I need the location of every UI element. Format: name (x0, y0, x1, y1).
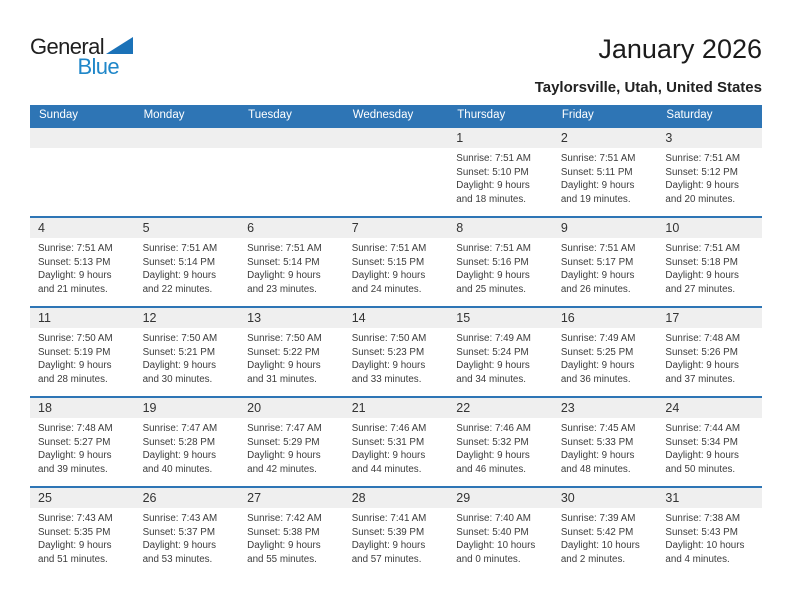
day-details (30, 328, 135, 386)
sunset-text: Sunset: 5:38 PM (247, 526, 320, 538)
day-details (239, 328, 344, 386)
day-details (135, 148, 240, 152)
daylight-text: Daylight: 9 hours and 18 minutes. (456, 180, 530, 205)
day-cell-6 (239, 218, 344, 306)
sunset-text: Sunset: 5:13 PM (38, 256, 111, 268)
sunset-text: Sunset: 5:24 PM (456, 346, 529, 358)
day-cell-24 (657, 398, 762, 486)
day-number: 12 (135, 308, 240, 328)
sunset-text: Sunset: 5:26 PM (665, 346, 738, 358)
weekday-header-monday: Monday (143, 109, 185, 121)
daylight-text: Daylight: 9 hours and 57 minutes. (351, 540, 426, 565)
day-details (553, 238, 658, 296)
sunrise-text: Sunrise: 7:47 AM (247, 423, 322, 434)
day-number: 14 (344, 308, 449, 328)
sunrise-text: Sunrise: 7:44 AM (665, 423, 741, 434)
day-number: 13 (239, 308, 344, 328)
day-cell-2 (553, 128, 658, 216)
sunrise-text: Sunrise: 7:51 AM (665, 153, 741, 164)
day-details (553, 508, 658, 566)
sunset-text: Sunset: 5:25 PM (560, 346, 634, 358)
day-number: 6 (239, 218, 344, 238)
daylight-text: Daylight: 9 hours and 22 minutes. (142, 270, 217, 295)
day-details (344, 328, 449, 386)
sunset-text: Sunset: 5:14 PM (247, 256, 320, 268)
daylight-text: Daylight: 10 hours and 4 minutes. (665, 540, 745, 565)
daylight-text: Daylight: 9 hours and 33 minutes. (351, 360, 426, 385)
day-cell-empty (344, 128, 449, 216)
daylight-text: Daylight: 9 hours and 23 minutes. (247, 270, 321, 295)
day-cell-29 (448, 488, 553, 576)
day-number (30, 128, 135, 148)
day-cell-10 (657, 218, 762, 306)
daylight-text: Daylight: 9 hours and 44 minutes. (351, 450, 426, 475)
sunset-text: Sunset: 5:40 PM (456, 526, 529, 538)
day-details (448, 238, 553, 296)
day-details (657, 148, 762, 206)
day-cell-25 (30, 488, 135, 576)
day-details (135, 328, 240, 386)
day-number: 27 (239, 488, 344, 508)
day-cell-empty (30, 128, 135, 216)
day-details (135, 508, 240, 566)
page-title: January 2026 (598, 34, 762, 64)
week-row (30, 306, 762, 396)
daylight-text: Daylight: 10 hours and 2 minutes. (560, 540, 640, 565)
sunrise-text: Sunrise: 7:38 AM (665, 513, 741, 524)
sunrise-text: Sunrise: 7:50 AM (38, 333, 113, 344)
daylight-text: Daylight: 9 hours and 25 minutes. (456, 270, 530, 295)
day-cell-empty (239, 128, 344, 216)
sunset-text: Sunset: 5:18 PM (665, 256, 738, 268)
sunrise-text: Sunrise: 7:50 AM (142, 333, 218, 344)
day-details (657, 508, 762, 566)
sunrise-text: Sunrise: 7:48 AM (38, 423, 113, 434)
day-details (239, 508, 344, 566)
sunset-text: Sunset: 5:39 PM (351, 526, 425, 538)
sunrise-text: Sunrise: 7:42 AM (247, 513, 322, 524)
daylight-text: Daylight: 9 hours and 36 minutes. (560, 360, 635, 385)
day-cell-22 (448, 398, 553, 486)
day-cell-19 (135, 398, 240, 486)
day-cell-21 (344, 398, 449, 486)
day-cell-1 (448, 128, 553, 216)
week-row (30, 396, 762, 486)
day-details (239, 238, 344, 296)
sunset-text: Sunset: 5:37 PM (142, 526, 215, 538)
day-number: 28 (344, 488, 449, 508)
sunrise-text: Sunrise: 7:51 AM (38, 243, 113, 254)
daylight-text: Daylight: 9 hours and 19 minutes. (560, 180, 635, 205)
day-cell-17 (657, 308, 762, 396)
sunrise-text: Sunrise: 7:49 AM (560, 333, 636, 344)
week-row (30, 126, 762, 216)
day-number: 30 (553, 488, 658, 508)
day-number: 1 (448, 128, 553, 148)
day-cell-5 (135, 218, 240, 306)
day-details (657, 418, 762, 476)
sunset-text: Sunset: 5:32 PM (456, 436, 529, 448)
daylight-text: Daylight: 9 hours and 55 minutes. (247, 540, 321, 565)
day-details (553, 418, 658, 476)
day-number: 5 (135, 218, 240, 238)
daylight-text: Daylight: 9 hours and 21 minutes. (38, 270, 112, 295)
day-details (135, 418, 240, 476)
day-details (30, 148, 135, 152)
sunrise-text: Sunrise: 7:51 AM (560, 153, 636, 164)
sunrise-text: Sunrise: 7:48 AM (665, 333, 741, 344)
day-cell-8 (448, 218, 553, 306)
day-cell-26 (135, 488, 240, 576)
day-number (135, 128, 240, 148)
daylight-text: Daylight: 9 hours and 20 minutes. (665, 180, 739, 205)
page-subtitle: Taylorsville, Utah, United States (534, 79, 762, 96)
day-cell-18 (30, 398, 135, 486)
sunset-text: Sunset: 5:19 PM (38, 346, 111, 358)
day-number (239, 128, 344, 148)
sunrise-text: Sunrise: 7:51 AM (560, 243, 636, 254)
day-details (657, 238, 762, 296)
daylight-text: Daylight: 9 hours and 31 minutes. (247, 360, 321, 385)
day-number: 23 (553, 398, 658, 418)
day-cell-7 (344, 218, 449, 306)
day-cell-11 (30, 308, 135, 396)
daylight-text: Daylight: 9 hours and 34 minutes. (456, 360, 530, 385)
sunset-text: Sunset: 5:12 PM (665, 166, 738, 178)
day-number (344, 128, 449, 148)
sunset-text: Sunset: 5:23 PM (351, 346, 425, 358)
daylight-text: Daylight: 9 hours and 28 minutes. (38, 360, 112, 385)
day-number: 4 (30, 218, 135, 238)
daylight-text: Daylight: 9 hours and 48 minutes. (560, 450, 635, 475)
day-cell-14 (344, 308, 449, 396)
day-details (239, 148, 344, 152)
day-details (135, 238, 240, 296)
sunset-text: Sunset: 5:27 PM (38, 436, 111, 448)
day-number: 15 (448, 308, 553, 328)
day-cell-9 (553, 218, 658, 306)
daylight-text: Daylight: 9 hours and 26 minutes. (560, 270, 635, 295)
daylight-text: Daylight: 9 hours and 39 minutes. (38, 450, 112, 475)
daylight-text: Daylight: 9 hours and 40 minutes. (142, 450, 217, 475)
day-cell-3 (657, 128, 762, 216)
day-details (448, 328, 553, 386)
sunrise-text: Sunrise: 7:45 AM (560, 423, 636, 434)
day-cell-empty (135, 128, 240, 216)
daylight-text: Daylight: 9 hours and 46 minutes. (456, 450, 530, 475)
sunset-text: Sunset: 5:16 PM (456, 256, 529, 268)
day-number: 18 (30, 398, 135, 418)
day-details (448, 148, 553, 206)
weekday-header-sunday: Sunday (39, 109, 79, 121)
day-details (30, 508, 135, 566)
general-blue-logo (30, 36, 133, 77)
day-cell-4 (30, 218, 135, 306)
sunset-text: Sunset: 5:33 PM (560, 436, 634, 448)
calendar-grid (30, 126, 762, 576)
sunset-text: Sunset: 5:31 PM (351, 436, 425, 448)
sunrise-text: Sunrise: 7:43 AM (38, 513, 113, 524)
sunrise-text: Sunrise: 7:51 AM (456, 243, 531, 254)
day-number: 21 (344, 398, 449, 418)
day-number: 10 (657, 218, 762, 238)
daylight-text: Daylight: 9 hours and 24 minutes. (351, 270, 426, 295)
daylight-text: Daylight: 9 hours and 37 minutes. (665, 360, 739, 385)
sunrise-text: Sunrise: 7:40 AM (456, 513, 531, 524)
day-number: 26 (135, 488, 240, 508)
sunrise-text: Sunrise: 7:47 AM (142, 423, 218, 434)
weekday-header-tuesday: Tuesday (248, 109, 292, 121)
day-number: 8 (448, 218, 553, 238)
weekday-header-bar (30, 105, 762, 126)
sunrise-text: Sunrise: 7:51 AM (247, 243, 322, 254)
sunset-text: Sunset: 5:28 PM (142, 436, 215, 448)
day-number: 19 (135, 398, 240, 418)
day-cell-30 (553, 488, 658, 576)
logo-text-blue: Blue (77, 54, 120, 79)
day-number: 24 (657, 398, 762, 418)
day-number: 29 (448, 488, 553, 508)
day-details (553, 148, 658, 206)
sunset-text: Sunset: 5:29 PM (247, 436, 320, 448)
sunset-text: Sunset: 5:34 PM (665, 436, 738, 448)
day-number: 9 (553, 218, 658, 238)
day-details (30, 238, 135, 296)
daylight-text: Daylight: 9 hours and 42 minutes. (247, 450, 321, 475)
day-details (344, 148, 449, 152)
sunset-text: Sunset: 5:15 PM (351, 256, 425, 268)
weekday-header-friday: Friday (561, 109, 594, 121)
sunset-text: Sunset: 5:14 PM (142, 256, 215, 268)
day-number: 11 (30, 308, 135, 328)
weekday-header-wednesday: Wednesday (352, 109, 414, 121)
day-details (448, 508, 553, 566)
day-details (30, 418, 135, 476)
daylight-text: Daylight: 9 hours and 30 minutes. (142, 360, 217, 385)
sunrise-text: Sunrise: 7:51 AM (351, 243, 427, 254)
sunset-text: Sunset: 5:42 PM (560, 526, 634, 538)
day-details (344, 238, 449, 296)
day-number: 22 (448, 398, 553, 418)
daylight-text: Daylight: 9 hours and 27 minutes. (665, 270, 739, 295)
day-cell-12 (135, 308, 240, 396)
sunset-text: Sunset: 5:17 PM (560, 256, 634, 268)
sunrise-text: Sunrise: 7:49 AM (456, 333, 531, 344)
sunrise-text: Sunrise: 7:46 AM (351, 423, 427, 434)
day-number: 17 (657, 308, 762, 328)
day-cell-27 (239, 488, 344, 576)
day-number: 16 (553, 308, 658, 328)
day-cell-28 (344, 488, 449, 576)
logo-text-general: General (30, 34, 105, 59)
sunset-text: Sunset: 5:11 PM (560, 166, 633, 178)
weekday-header-thursday: Thursday (457, 109, 506, 121)
day-number: 2 (553, 128, 658, 148)
day-number: 20 (239, 398, 344, 418)
day-cell-16 (553, 308, 658, 396)
sunset-text: Sunset: 5:10 PM (456, 166, 529, 178)
sunset-text: Sunset: 5:21 PM (142, 346, 215, 358)
day-details (239, 418, 344, 476)
sunrise-text: Sunrise: 7:43 AM (142, 513, 218, 524)
day-number: 25 (30, 488, 135, 508)
sunrise-text: Sunrise: 7:41 AM (351, 513, 427, 524)
daylight-text: Daylight: 9 hours and 50 minutes. (665, 450, 739, 475)
sunset-text: Sunset: 5:35 PM (38, 526, 111, 538)
sunrise-text: Sunrise: 7:51 AM (142, 243, 218, 254)
daylight-text: Daylight: 9 hours and 53 minutes. (142, 540, 217, 565)
day-cell-23 (553, 398, 658, 486)
sunrise-text: Sunrise: 7:50 AM (351, 333, 427, 344)
weekday-header-saturday: Saturday (666, 109, 713, 121)
day-cell-13 (239, 308, 344, 396)
sunrise-text: Sunrise: 7:51 AM (456, 153, 531, 164)
sunrise-text: Sunrise: 7:51 AM (665, 243, 741, 254)
sunset-text: Sunset: 5:43 PM (665, 526, 738, 538)
daylight-text: Daylight: 10 hours and 0 minutes. (456, 540, 536, 565)
daylight-text: Daylight: 9 hours and 51 minutes. (38, 540, 112, 565)
week-row (30, 486, 762, 576)
day-cell-20 (239, 398, 344, 486)
day-number: 7 (344, 218, 449, 238)
sunrise-text: Sunrise: 7:46 AM (456, 423, 531, 434)
day-details (448, 418, 553, 476)
day-details (553, 328, 658, 386)
week-row (30, 216, 762, 306)
sunset-text: Sunset: 5:22 PM (247, 346, 320, 358)
day-details (344, 508, 449, 566)
day-cell-15 (448, 308, 553, 396)
day-details (344, 418, 449, 476)
day-number: 31 (657, 488, 762, 508)
day-number: 3 (657, 128, 762, 148)
day-cell-31 (657, 488, 762, 576)
sunrise-text: Sunrise: 7:50 AM (247, 333, 322, 344)
sunrise-text: Sunrise: 7:39 AM (560, 513, 636, 524)
day-details (657, 328, 762, 386)
